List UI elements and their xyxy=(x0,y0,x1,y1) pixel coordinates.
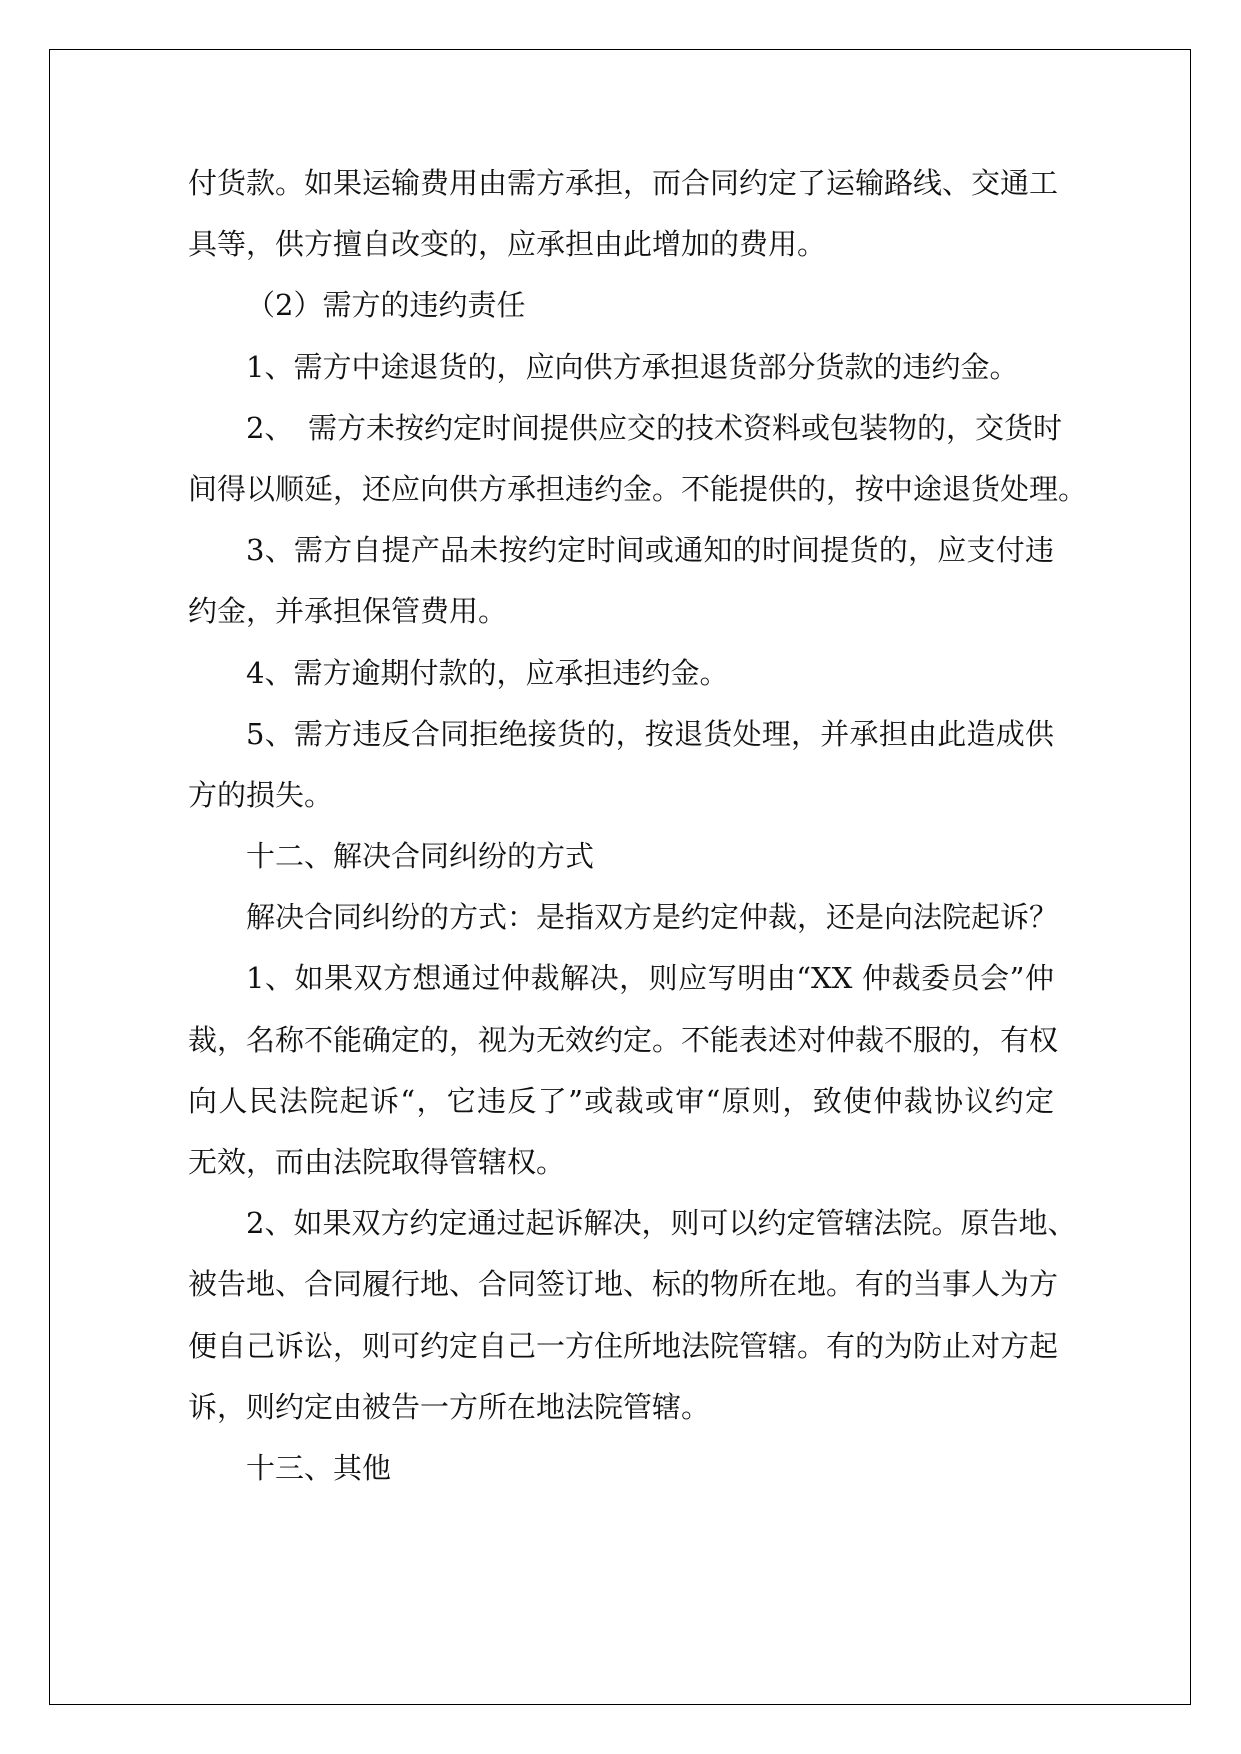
body-text-line: 诉，则约定由被告一方所在地法院管辖。 xyxy=(188,1389,711,1424)
list-item: 1、如果双方想通过仲裁解决，则应写明由“XX 仲裁委员会”仲 xyxy=(246,961,1054,996)
body-text-line: 被告地、合同履行地、合同签订地、标的物所在地。有的当事人为方 xyxy=(188,1267,1059,1302)
list-item: 2、如果双方约定通过起诉解决，则可以约定管辖法院。原告地、 xyxy=(246,1206,1077,1241)
paragraph: 解决合同纠纷的方式：是指双方是约定仲裁，还是向法院起诉？ xyxy=(246,900,1059,935)
body-text-line: 约金，并承担保管费用。 xyxy=(188,594,508,629)
list-item: 1、需方中途退货的，应向供方承担退货部分货款的违约金。 xyxy=(246,349,1019,384)
body-text-line: 无效，而由法院取得管辖权。 xyxy=(188,1145,566,1179)
list-item: 2、 需方未按约定时间提供应交的技术资料或包装物的，交货时 xyxy=(246,410,1062,445)
body-text-line: 方的损失。 xyxy=(188,777,334,812)
body-text-line: 付货款。如果运输费用由需方承担，而合同约定了运输路线、交通工 xyxy=(188,166,1059,200)
body-text-line: 间得以顺延，还应向供方承担违约金。不能提供的，按中途退货处理。 xyxy=(188,471,1088,506)
body-text-line: 便自己诉讼，则可约定自己一方住所地法院管辖。有的为防止对方起 xyxy=(188,1328,1059,1363)
section-heading: 十三、其他 xyxy=(246,1450,392,1485)
document-body xyxy=(188,161,1088,1507)
list-item: 5、需方违反合同拒绝接货的，按退货处理，并承担由此造成供 xyxy=(246,716,1054,751)
body-text-line: 具等，供方擅自改变的，应承担由此增加的费用。 xyxy=(188,227,827,262)
body-text-line: 向人民法院起诉“，它违反了”或裁或审“原则，致使仲裁协议约定 xyxy=(188,1083,1054,1118)
section-heading: 十二、解决合同纠纷的方式 xyxy=(246,839,595,874)
list-item: 4、需方逾期付款的，应承担违约金。 xyxy=(246,655,729,690)
subsection-heading: （2）需方的违约责任 xyxy=(246,288,526,323)
list-item: 3、需方自提产品未按约定时间或通知的时间提货的，应支付违 xyxy=(246,533,1054,568)
body-text-line: 裁，名称不能确定的，视为无效约定。不能表述对仲裁不服的，有权 xyxy=(188,1022,1059,1057)
